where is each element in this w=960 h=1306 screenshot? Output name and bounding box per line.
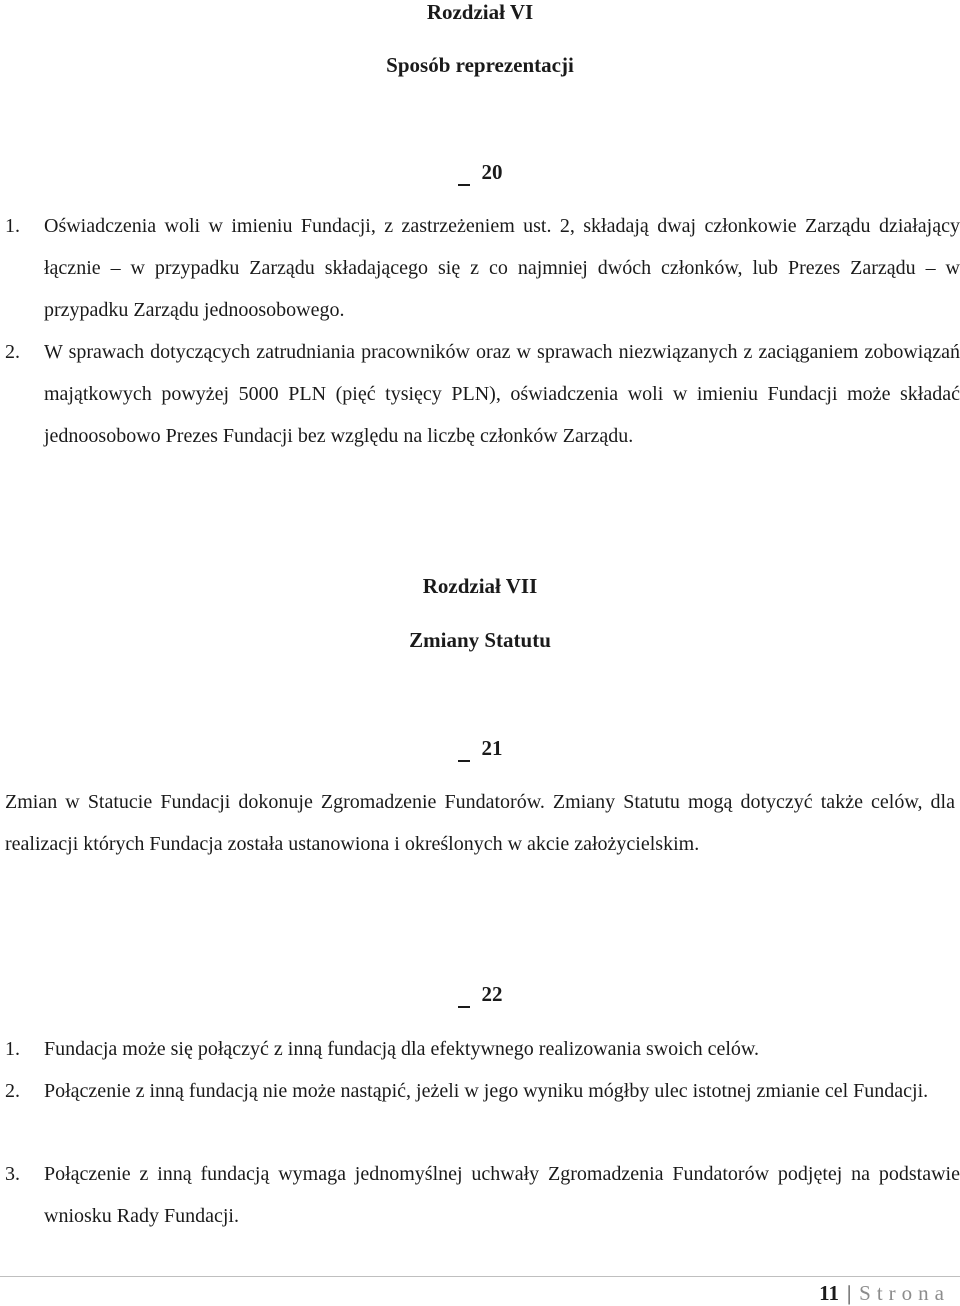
list-item-number: 1. [5,215,20,237]
chapter-title: Rozdział VII [422,574,538,598]
section-sign-icon [458,984,470,1008]
list-item-text: Fundacja może się połączyć z inną fundacją dla efektywnego realizowania swoich celów. [44,1038,760,1060]
paragraph-text: Zmian w Statucie Fundacji dokonuje Zgromadzenie Fundatorów. Zmiany Statutu mogą dotyczyć także celów, dla realizacji których Fundacja została ustanowiona i określonych w akcie założycielskim. [5,791,955,855]
footer-separator: | [846,1281,852,1305]
paragraph-number: 22 [481,982,503,1006]
chapter-subtitle: Sposób reprezentacji [386,53,574,77]
footer-label: Strona [859,1281,950,1305]
paragraph-mark-21 [0,736,960,760]
paragraph-number: 20 [481,160,503,184]
list-item-number: 3. [5,1163,20,1185]
list-item-number: 2. [5,1080,20,1102]
footer-divider [0,1276,960,1277]
list-item [5,1028,960,1070]
list-item-text: Połączenie z inną fundacją nie może nastąpić, jeżeli w jego wyniku mógłby ulec istotnej zmianie cel Fundacji. [44,1080,929,1102]
list-item [5,331,960,499]
chapter-title: Rozdział VI [426,0,534,24]
list-item-number: 1. [5,1038,20,1060]
list-item-text: Oświadczenia woli w imieniu Fundacji, z zastrzeżeniem ust. 2, składają dwaj członkowie Zarządu działający łącznie – w przypadku Zarządu składającego się z co najmniej dwóch członków, lub Prezes Zarządu – w przypadku Zarządu jednoosobowego. [44,215,960,321]
section-sign-icon [458,162,470,186]
paragraph-mark-20 [0,160,960,184]
list-item [5,205,960,331]
list-item [5,1153,960,1237]
paragraph-number: 21 [481,736,503,760]
list-item-number: 2. [5,341,20,363]
list-item [5,1070,960,1154]
page-number: 11 [819,1281,839,1305]
section-sign-icon [458,738,470,762]
list-item-text: Połączenie z inną fundacją wymaga jednomyślnej uchwały Zgromadzenia Fundatorów podjętej na podstawie wniosku Rady Fundacji. [44,1163,960,1227]
paragraph-mark-22 [0,982,960,1006]
page-footer [819,1280,950,1306]
list-item-text: W sprawach dotyczących zatrudniania pracowników oraz w sprawach niezwiązanych z zaciąganiem zobowiązań majątkowych powyżej 5000 PLN (pięć tysięcy PLN), oświadczenia woli w imieniu Fundacji może składać jednoosobowo Prezes Fundacji bez względu na liczbę członków Zarządu. [44,341,960,447]
chapter-subtitle: Zmiany Statutu [409,628,551,652]
